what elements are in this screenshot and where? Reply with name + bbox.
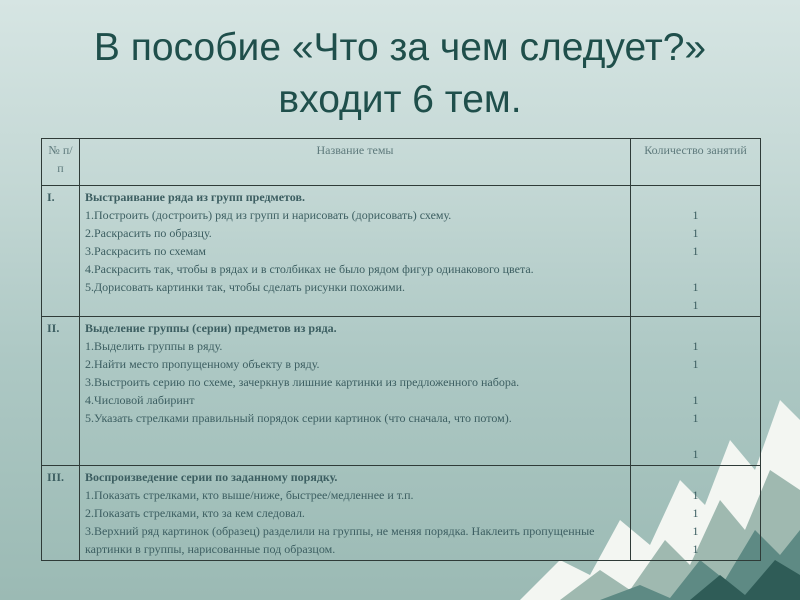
count-value: 1 xyxy=(692,542,699,556)
list-item: 3.Раскрасить по схемам xyxy=(85,244,206,258)
count-value xyxy=(636,319,755,337)
count-value xyxy=(636,188,755,206)
count-value: 1 xyxy=(692,280,699,294)
lesson-counts xyxy=(631,466,761,561)
section-number: I. xyxy=(42,186,80,317)
table-row xyxy=(42,186,761,317)
table-row xyxy=(42,317,761,466)
list-item: 5.Указать стрелками правильный порядок серии картинок (что сначала, что потом). xyxy=(85,411,512,425)
count-value xyxy=(636,427,755,445)
list-item: 3.Выстроить серию по схеме, зачеркнув лишние картинки из предложенного набора. xyxy=(85,375,520,389)
table-header-row xyxy=(42,139,761,186)
count-value: 1 xyxy=(692,447,699,461)
count-value: 1 xyxy=(692,524,699,538)
count-value: 1 xyxy=(692,244,699,258)
header-num: № п/п xyxy=(42,139,80,186)
list-item: 4.Раскрасить так, чтобы в рядах и в столбиках не было рядом фигур одинакового цвета. xyxy=(85,262,534,276)
count-value: 1 xyxy=(692,298,699,312)
count-value: 1 xyxy=(692,339,699,353)
count-value: 1 xyxy=(692,506,699,520)
count-value: 1 xyxy=(692,357,699,371)
count-value: 1 xyxy=(692,488,699,502)
section-number: III. xyxy=(42,466,80,561)
section-content xyxy=(80,317,631,466)
title-line-2: входит 6 тем. xyxy=(278,78,522,121)
topics-table xyxy=(41,138,761,561)
section-title: Воспроизведение серии по заданному порядку. xyxy=(85,470,338,484)
list-item: 1.Показать стрелками, кто выше/ниже, быстрее/медленнее и т.п. xyxy=(85,488,414,502)
header-lesson-count: Количество занятий xyxy=(631,139,761,186)
count-value: 1 xyxy=(692,393,699,407)
slide-title xyxy=(20,22,780,126)
list-item: 5.Дорисовать картинки так, чтобы сделать рисунки похожими. xyxy=(85,280,406,294)
list-item: 2.Показать стрелками, кто за кем следовал. xyxy=(85,506,305,520)
list-item: 4.Числовой лабиринт xyxy=(85,393,195,407)
section-title: Выстраивание ряда из групп предметов. xyxy=(85,190,305,204)
count-value xyxy=(636,373,755,391)
section-title: Выделение группы (серии) предметов из ряда. xyxy=(85,321,337,335)
list-item: 2.Раскрасить по образцу. xyxy=(85,226,212,240)
section-number: II. xyxy=(42,317,80,466)
list-item: 1.Построить (достроить) ряд из групп и нарисовать (дорисовать) схему. xyxy=(85,208,452,222)
lesson-counts xyxy=(631,317,761,466)
count-value: 1 xyxy=(692,226,699,240)
section-content xyxy=(80,186,631,317)
count-value: 1 xyxy=(692,411,699,425)
section-content xyxy=(80,466,631,561)
count-value xyxy=(636,468,755,486)
title-line-1: В пособие «Что за чем следует?» xyxy=(93,26,707,69)
list-item: 1.Выделить группы в ряду. xyxy=(85,339,223,353)
lesson-counts xyxy=(631,186,761,317)
list-item: 2.Найти место пропущенному объекту в ряду. xyxy=(85,357,320,371)
header-topic-name: Название темы xyxy=(80,139,631,186)
table-row xyxy=(42,466,761,561)
list-item: 3.Верхний ряд картинок (образец) разделили на группы, не меняя порядка. Наклеить пропущенные картинки в группы, нарисованные под образцом. xyxy=(85,524,595,556)
count-value xyxy=(636,260,755,278)
count-value: 1 xyxy=(692,208,699,222)
